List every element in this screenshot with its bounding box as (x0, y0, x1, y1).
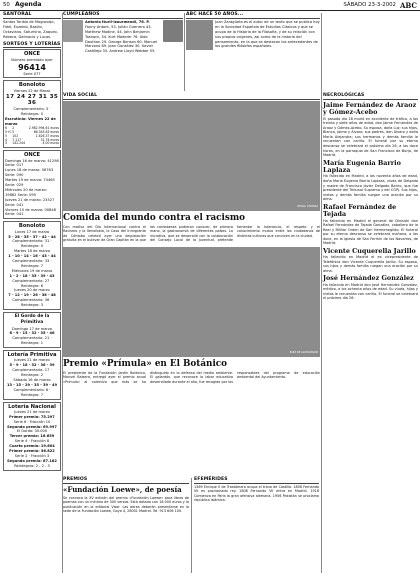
obituary-name: Rafael Fernández de Tejada (323, 202, 397, 219)
once-week-box (3, 150, 61, 219)
birthdays-text-block (85, 20, 161, 54)
obituary-name: María Eugenia Barrio Laplaza (323, 158, 401, 175)
headline: Comida del mundo contra el racismo (63, 212, 246, 223)
escrutinio-title: Escrutinio: Viernes 22 de marzo (5, 116, 56, 126)
portrait-photo (63, 20, 83, 42)
draw-extra: Complementario: 31 · Reintegro: 0 (12, 239, 52, 249)
cell: 31,76 euros (40, 137, 59, 142)
prize-line: Serie 2 · Fracción 3 (14, 453, 50, 458)
draw-extra: Complementario: 17 · Reintegro: 2 (12, 368, 52, 378)
prize-line: Cuarto premio: 19.604 (9, 444, 55, 449)
draw-date: Sábado 16 de marzo (13, 377, 51, 382)
bonoloto-week-box (3, 221, 61, 310)
photo-credit: REGAL CÁMARA (297, 205, 318, 208)
draw-extra: Complementario: 21 · Reintegro: 1 (12, 336, 52, 346)
bonoloto-box (3, 80, 61, 148)
primitiva-box (3, 350, 61, 399)
cell: 2.982.994,61 euros (28, 125, 59, 130)
prize-line: Segundo premio: 69.997 (7, 424, 57, 429)
cell: 2 (12, 125, 15, 130)
headline: Premio «Prímula» en El Botánico (63, 358, 228, 369)
prize-line: Primer premio: 75.297 (9, 414, 55, 419)
draw-numbers: 1 - 10 - 14 - 16 - 43 - 44 (8, 254, 56, 259)
column-rule (191, 478, 192, 573)
obituary-name: Vicente Cuquerella Jarillo (323, 246, 416, 255)
cell: 5 (5, 133, 7, 138)
article-body: Con motivo del Día Internacional contra el Racismo y la Xenofobia, la Casa del Inmigrante de Córdoba celebró ayer una degustación gratuita en el bulevar de Gran Capitán en la que los cordobeses pudieron conocer, de primera mano, la gastronomía de diferentes países. La iniciativa, que se desarrolló con la colaboración del Consejo Local de la Juventud, pretende fomentar la tolerancia, el respeto y el conocimiento mutuo entre los ciudadanos de distintas culturas que conviven en la ciudad. (63, 224, 320, 243)
abc-50-title: ABC HACE 50 AÑOS... (186, 13, 320, 19)
once-week-line: Miércoles 20 de marzo: 19862 Serie: 099 (5, 187, 47, 197)
prize-line: Primer premio: 36.822 (9, 449, 55, 454)
section-title: Agenda (15, 1, 42, 8)
bonoloto-date: Viernes 22 de Marzo (13, 88, 51, 93)
obituary-text: Ha fallecido en Madrid el ex vicepresidente de Telefónica don Vicente Cuquerella Jarillo. Su esposa, sus hijos y demás familia ruegan una oración por su alma. (323, 255, 418, 273)
once-week-line: Lunes 18 de marzo: 56763 Serie: 090 (5, 168, 54, 178)
escrutinio-table (5, 127, 59, 147)
table-row (5, 142, 59, 146)
article-body: El presidente de la Fundación Jardín Botánico, Manuel Balsera, entregó ayer el premio anual «Prímula» al colectivo que más se ha distinguido en la defensa del medio ambiente. El galardón, que reconoce la labor educativa desarrollada durante el año, fue recogido por los responsables del programa de educación ambiental del Ayuntamiento. (63, 370, 320, 384)
santoral-title: SANTORAL (3, 13, 61, 19)
obituary-text: Ha fallecido en Madrid don José Hernández González, médico, a los ochenta años de edad. Su viuda, hijos y nietos le recuerdan con cariño. El funeral se celebrará el próximo día 26. (323, 282, 418, 301)
prize-line: Tercer premio: 16.659 (9, 434, 55, 439)
vida-social-title: VIDA SOCIAL (63, 94, 320, 100)
portrait-photo (186, 20, 213, 50)
bonoloto-numbers: 17 24 27 31 35 36 (5, 93, 59, 107)
draw-date: Jueves 21 de marzo (14, 358, 50, 363)
bonoloto-title: Bonoloto (18, 82, 46, 89)
draw-numbers: 13 - 15 - 29 - 35 - 39 - 49 (7, 382, 57, 387)
primitiva-title: Lotería Primitiva (7, 352, 57, 359)
birthdays-section (63, 13, 183, 54)
abc-50-years (186, 13, 320, 50)
nacional-title: Lotería Nacional (8, 403, 56, 410)
draw-numbers: 1 - 2 - 18 - 35 - 39 - 43 (9, 273, 55, 278)
draw-numbers: 5 - 28 - 35 - 37 - 42 - 44 (8, 234, 56, 239)
draw-extra: Complementario: 6 · Reintegro: 7 (13, 387, 51, 397)
cell: 4 (5, 137, 7, 142)
draw-date: Domingo 17 de marzo (12, 326, 52, 331)
once-week-line: Martes 19 de marzo: 74465 Serie: 029 (5, 178, 55, 188)
cell: 1.626,37 euros (35, 133, 59, 138)
draw-numbers: 7 - 12 - 19 - 26 - 38 - 48 (8, 293, 56, 298)
draw-date: Lunes 17 de marzo (14, 229, 50, 234)
santoral-text: Santos Toribio de Mogrovejo, Fidel, Euzebio, Basilio, Octaviano, Saturnino, Zaqueo, Rebeca, Dalmacio y Lucas. (3, 19, 58, 39)
necrologicas-section (323, 94, 418, 301)
cell: 6 (5, 125, 7, 130)
once-title: ONCE (23, 51, 41, 58)
header-rule (0, 10, 420, 11)
news-photo (63, 101, 320, 211)
prize-line: Reintegros: 2 - 2 - 3 (14, 463, 50, 468)
draw-extra: Complementario: 33 · Reintegro: 7 (12, 259, 52, 268)
once-week-line: Domingo 16 de marzo: 41298 Serie: 017 (5, 158, 59, 168)
prize-line: Segundo premio: 67.182 (7, 458, 57, 463)
once-box (3, 49, 61, 78)
gordo-box (3, 312, 61, 348)
birthdays-title: CUMPLEAÑOS (63, 13, 183, 19)
cell: 5 (12, 129, 15, 134)
premios-text: Se convoca la XV edición del premio «Fundación Loewe» para libros de poemas con un mínimo de 300 versos. Está dotado con 18.000 euros y la publicación en la editorial Visor. Las obras deberán presentarse en la sede de la Fundación Loewe, Goya 4, 28001 Madrid. Tel. 913 606 100. (63, 495, 189, 514)
draw-date: Miércoles 19 de marzo (11, 268, 53, 273)
draw-numbers: 6 - 9 - 15 - 32 - 35 - 46 (9, 331, 55, 336)
once-number: 96414 (18, 62, 46, 72)
cell: 3 (5, 141, 7, 146)
nacional-box (3, 402, 61, 471)
brand-logo: ABC (399, 1, 417, 10)
photo-credit: RUIZ DE ALMODÓVAR (289, 351, 318, 354)
portrait-photo (163, 20, 183, 42)
efemerides-section (194, 478, 319, 503)
cell: 5+C (5, 129, 12, 134)
birthdays-body (63, 20, 183, 54)
vida-social (63, 94, 320, 384)
cell: 102 (12, 133, 19, 138)
prize-line: El Gordo: 30.000 (16, 429, 48, 434)
once-week-line: Jueves 21 de marzo: 23527 Serie: 041 (5, 197, 55, 207)
abc-50-text: Juan Zaragüeta es el autor de un texto que se publica hoy en la Sociedad Española de Estudios Clásicos y que se ocupa de la Historia de la Filosofía, y de su relación con sus propios orígenes, así como de la historia del pensamiento, en la que se destacan los antecedentes de los grandes filósofos españoles. (215, 19, 320, 49)
sorteos-title: SORTEOS Y LOTERÍAS (3, 41, 61, 47)
cell: 4,00 euros (42, 141, 59, 146)
issue-date: SÁBADO 23-3-2002 (343, 2, 396, 8)
premios-section (63, 478, 189, 514)
cell: 142.244 (12, 141, 26, 146)
once-week-line: Viernes 15 de marzo: 00848 Serie: 041 (5, 207, 56, 217)
prize-line: Serie 6 · Fracción 10 (13, 419, 51, 424)
gordo-title: El Gordo de la Primitiva (14, 314, 50, 326)
draw-extra: Complementario: 36 · Reintegro: 3 (12, 298, 52, 308)
premios-headline: «Fundación Loewe», de poesía (63, 484, 182, 494)
birthdays-text: Fanny Ardant, 53. Julián Guerrero 43. Matthew Modine, 44. John Benjamin Toshack, 54. Kurt Moderer 76. Aldo Dauthan 29. George Benson 60. Manuel Marcono 69. Joan González 30. Xavier Castillejo 35. Andrew Lloyd Webber 55. (85, 24, 158, 54)
obituary-text: Ha fallecido en Madrid el general de División don Rafael Fernández de Tejada González, caballero de la Real y Militar Orden de San Hermenegildo. El funeral por su eterno descanso se celebrará mañana, a las doce, en la iglesia de San Fermín de los Navarros, de Madrid. (323, 218, 418, 246)
news-photo (63, 247, 320, 357)
cell: 7.117 (12, 137, 22, 142)
once-week-title: ONCE (23, 152, 41, 159)
once-sub: Número premiado ayer (11, 57, 53, 62)
once-serie: Serie 077 (23, 71, 41, 76)
draw-numbers: 5 - 9 - 18 - 32 - 36 - 39 (9, 363, 55, 368)
bonoloto-extra: Complementario: 3 · Reintegro: 0 (13, 107, 51, 117)
premios-title: PREMIOS (63, 478, 189, 484)
cell: 66.343,63 euros (33, 129, 59, 134)
draw-date: Jueves 21 de marzo (14, 409, 50, 414)
draw-date: Jueves 20 de marzo (14, 288, 50, 293)
left-column (3, 13, 61, 473)
necrologicas-title: NECROLÓGICAS (323, 94, 418, 100)
draw-date: Martes 18 de marzo (13, 249, 51, 254)
page-number: 50 (3, 2, 10, 8)
obituary-name: José Hernández González (323, 274, 414, 283)
column-rule (321, 13, 322, 573)
obituary-text: Ha fallecido en Madrid, a los noventa años de edad, doña María Eugenia Barrio Laplaza, viuda de Delgado y madre de Francisco Javier Delgado Barrio, que fue presidente del Tribunal Supremo y del CGPJ. Sus hijos, nietos y demás familia ruegan una oración por su alma. (323, 174, 418, 202)
page-header (0, 0, 420, 10)
efemerides-text: 1369 Enrique II de Trastámara ocupa el trono de Castilla. 1806 Fernando VII es proclamado rey. 1808 Fernando VII entra en Madrid. 1918 Comienza en París la gran ofensiva alemana. 1956 Pakistán se proclama república islámica. (194, 484, 319, 503)
efemerides-title: EFEMÉRIDES (194, 478, 319, 484)
bonoloto-week-title: Bonoloto (18, 223, 46, 230)
obituary-name: Jaime Fernández de Araoz y Gómez-Acebo (323, 100, 417, 117)
prize-line: Serie 4 · Fracción 8 (14, 439, 50, 444)
draw-extra: Complementario: 27 · Reintegro: 6 (12, 278, 52, 288)
birthday-person: Antonio Iturii-Izaurmendi, 76. P. (85, 19, 150, 24)
obituary-text: El pasado día 18 murió en accidente de tráfico, a los treinta y siete años de edad, don Jaime Fernández de Araoz y Gómez-Acebo. Su esposa, doña Luz; sus hijos, Blanca, Jaime y Álvaro; sus padres, don Álvaro y doña María Alejandra; sus hermanos y demás familia le recuerdan con cariño. El funeral por su eterno descanso se celebrará el próximo día 26, a las doce horas, en la parroquia de San Francisco de Borja, de Madrid. (323, 116, 419, 158)
column-rule (184, 13, 185, 91)
